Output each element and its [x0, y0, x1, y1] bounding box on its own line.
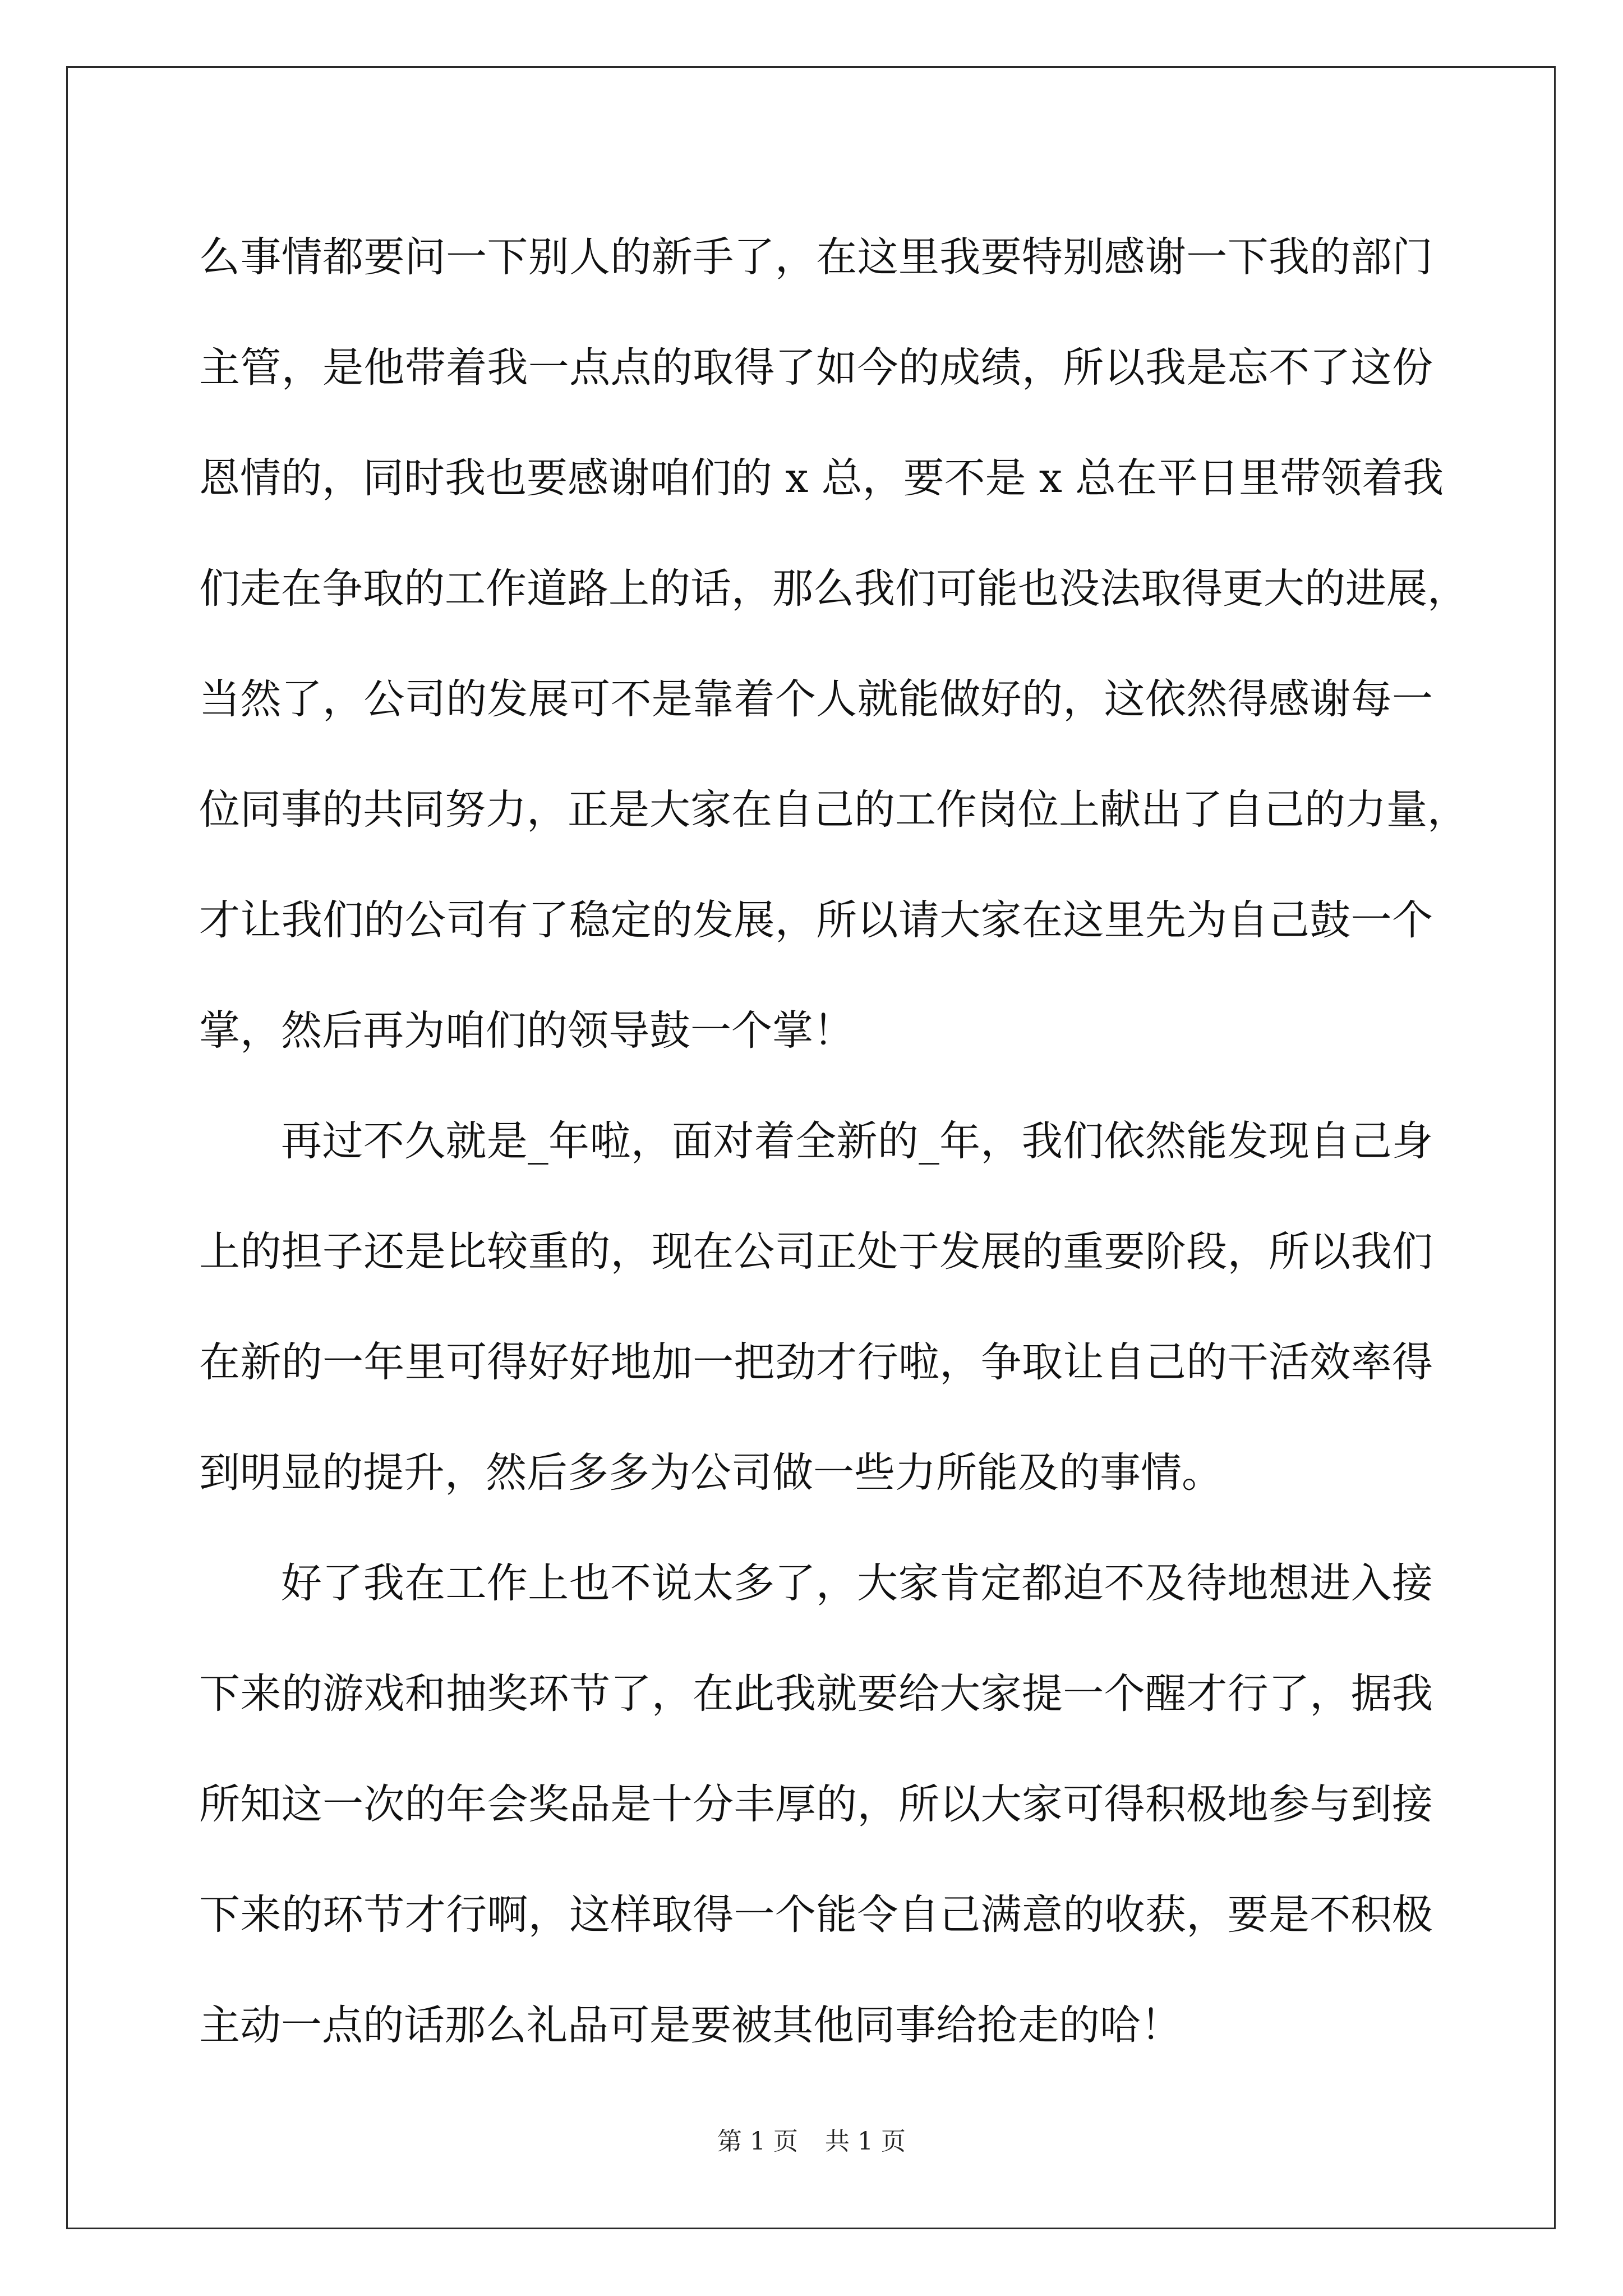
text-line: 掌，然后再为咱们的领导鼓一个掌！ [199, 1007, 854, 1055]
page-footer [0, 2125, 1623, 2159]
text-line: 再过不久就是_年啦，面对着全新的_年，我们依然能发现自己身 [281, 1117, 1433, 1165]
text-line: 下来的环节才行啊，这样取得一个能令自己满意的收获，要是不积极 [199, 1891, 1433, 1939]
text-line: 上的担子还是比较重的，现在公司正处于发展的重要阶段，所以我们 [199, 1228, 1433, 1276]
text-line: 们走在争取的工作道路上的话，那么我们可能也没法取得更大的进展， [199, 565, 1468, 613]
text-line: 在新的一年里可得好好地加一把劲才行啦，争取让自己的干活效率得 [199, 1338, 1433, 1386]
text-line: 所知这一次的年会奖品是十分丰厚的，所以大家可得积极地参与到接 [199, 1780, 1433, 1828]
text-line: 下来的游戏和抽奖环节了，在此我就要给大家提一个醒才行了，据我 [199, 1670, 1433, 1718]
text-line: 主管，是他带着我一点点的取得了如今的成绩，所以我是忘不了这份 [199, 344, 1433, 392]
text-line: 恩情的，同时我也要感谢咱们的 x 总，要不是 x 总在平日里带领着我 [199, 454, 1444, 502]
page-total: 共 1 页 [825, 2127, 906, 2156]
text-line: 到明显的提升，然后多多为公司做一些力所能及的事情。 [199, 1449, 1223, 1497]
text-line: 当然了，公司的发展可不是靠着个人就能做好的，这依然得感谢每一 [199, 675, 1433, 723]
text-line: 么事情都要问一下别人的新手了，在这里我要特别感谢一下我的部门 [199, 233, 1433, 281]
text-line: 位同事的共同努力，正是大家在自己的工作岗位上献出了自己的力量， [199, 786, 1468, 834]
text-line: 主动一点的话那么礼品可是要被其他同事给抢走的哈！ [199, 2001, 1182, 2049]
document-body [199, 202, 1468, 2081]
page-number: 第 1 页 [717, 2127, 798, 2156]
text-line: 才让我们的公司有了稳定的发展，所以请大家在这里先为自己鼓一个 [199, 896, 1433, 944]
text-line: 好了我在工作上也不说太多了，大家肯定都迫不及待地想进入接 [281, 1559, 1433, 1607]
